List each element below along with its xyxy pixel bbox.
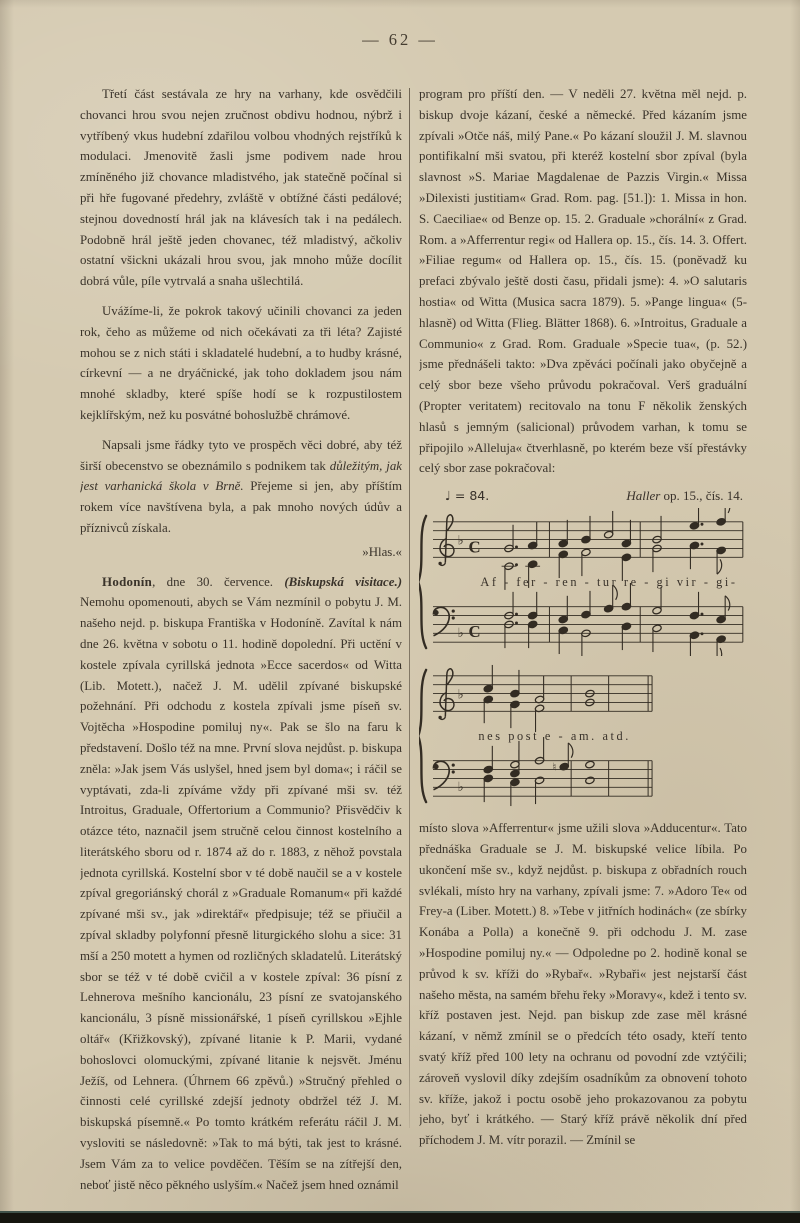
composer-name: Haller [626,488,661,504]
note [689,631,703,656]
note [716,508,730,526]
note [552,743,573,774]
flat-sign: ♭ [457,533,464,549]
note [483,746,493,774]
note [581,548,591,576]
time-signature: C [468,537,481,557]
bass-clef-icon [433,761,455,789]
note [558,626,568,654]
note [528,620,538,648]
note [652,587,662,615]
note [581,516,591,544]
text-segment: Nemohu opomenouti, abych se Vám nezmínil o pobytu J. M. našeho nejd. p. biskupa Františka v Hodoníně. Zavítal k nám dne 26. května v sobotu o 11. hodině dopolední. Při uctění v kostele zpívala cyrillská jednota »Ecce sacerdos« od Witta (Lib. Motett.), načež J. M. udělil zpívané biskupské požehnání. Při odchodu z kostela zpívali jsme píseň sv. Vojtěcha »Hospodine pomiluj ny«. Pak se šlo na faru k představení. Došlo též na mne. První slova nejdůst. p. biskupa zněla: »Jak jsem Vás uslyšel, hned jsem byl doma«; i ráčil se vyptávati, zda-li zpíváme vždy při zpívané mši sv. též Introitus, Graduale, Offertorium a Communio? Přisvědčiv k otázce této, naznačil jsem stručně celou činnost kostelního a literátského sboru od r. 1874 až do r. 1883, z něhož povstala jednota cyrillská. Kostelní sbor v té době naučil se a v kostele zpíval gregoriánský chorál z »Graduale Romanum« při každé zpívané mši sv., jak »direktář« předpisuje; též se přiučil a zpíval skladby polyfonní přesně liturgického slohu a sice: 31 mší a 250 motett a hymen od rozličných skladatelů. Literátský sbor se též v té době cvičil a v kostele zpíval: 36 písní z Lehnerova mešního kancionálu, 23 písní ze svatojanského kancionálu, 3 písně missionářské, 1 píseň cyrillskou »Ejhle oltář« (Křižkovský), zpívané litanie k P. Marii, vydané bohoslovci olomuckými, zpívané litanie k nejsvět. Jménu Ježíš, od Lehnera. (Úhrnem 66 zpěvů.) »Stručný přehled o činnosti celé cyrillské zdejší jednoty obdržel též J. M. biskupská písemně.« Po tomto krátkém referátu ráčil J. M. vysloviti se následovně: »Tak to má býti, tak jest to krásné. Jsem Vám za to velice povděčen. Těším se na zítřejší den, neboť jistě něco pěkného uslyším.« Načež jsem hned oznámil [80,595,402,1192]
note [510,700,520,728]
note [528,592,538,620]
note [534,676,544,704]
signature-hlas: »Hlas.« [362,544,402,559]
note [510,778,520,806]
note [483,695,493,723]
dateline-location: Hodonín [102,574,153,589]
flat-sign: ♭ [457,687,464,703]
music-system-2 [419,662,747,810]
paragraph-program: program pro příští den. — V neděli 27. května měl nejd. p. biskup dvoje kázaní, české a německé. Před kázaním jsme zpívali »Otče náš, milý Pane.« Po kázaní sloužil J. M. slavnou pontifikalní mši svatou, při kteréž kostelní sbor zpíval (byla slavnost »S. Mariae Magdalenae de Pazzis Virgin.« Missa »Dilexisti justitiam« Grad. Rom. pag. [51.]): 1. Missa in hon. S. Caeciliae« od Benze op. 15. 2. Graduale »chorální« z Grad. Rom. a »Afferrentur regi« od Hallera op. 15., čís. 14. 3. Offert. »Filiae regum« od Hallera op. 15., čís. 15. (poněvadž ku prefaci zbývalo ještě dosti času, přidali jsme): 4. »O salutaris hostia« od Witta (Musica sacra 1879). 5. »Pange lingua« (5-hlasně) od Witta (Flieg. Blätter 1868). 6. »Introitus, Graduale a Communio« z Grad. Rom. Graduale »Specie tua«, (p. 52.) jsme přednášeli takto: »Dva zpěváci počínali jako obyčejně a celý sbor beze všeho průvodu pokračoval. Verš graduální (Propter veritatem) recitovalo na tonu F několik ženských hlasů s jemným (salicional) průvodem varhan, k tomu se připojilo »Alleluja« čtverhlasně, po kterém beze vší přestávky celý sbor zase pokračoval: [419,87,747,476]
lyrics-line: nes post e - am. atd. [478,729,629,744]
system-brace [419,670,426,802]
note [558,596,568,624]
music-system-1 [419,508,747,656]
note [510,670,520,698]
text-segment: Přejeme si jen, aby příštím rokem více navštívena byla, a pak mnoho nových údův a příznivců získala. [80,479,402,535]
text-emphasis: důležitým, jak jest varhanická škola v Brně. [80,458,402,494]
opus-reference: op. 15., čís. 14. [660,488,743,504]
note [689,508,703,530]
paragraph-adducentur: místo slova »Afferrentur« jsme užili slova »Adducentur«. Tato přednáška Graduale se J. M. biskupské velice líbila. Po ukončení mše sv., když nejdůst. p. biskupa z obřadních rouch svlékali, místo hry na varhany, zpívali jsme: 7. »Adoro Te« od Frey-a (Liber. Motett.) 8. »Tebe v jitřních hodinách« (ze sbírky Konába a Polla) a konečně 9. při odchodu J. M. zase »Hospodine pomiluj ny.« — Odpoledne po 2. hodině konal se průvod k sv. kříži do »Rybař«. »Rybaři« jest nejstarší část našeho města, na samém břehu řeky »Moravy«, kdež i tento sv. kříž postaven jest. Nejd. pan biskup zde zase měl krásné kázaní, v němž zmínil se o předcích této osady, kteří tento svatý kříž před 100 lety na ochranu od povodní zde vztýčili; zároveň vyslovil díky zdejším osadníkům za obnovení tohoto sv. kříže, jakož i poctu osobě jeho prokazovanou za pobytu jeho, byť i krátkého. — Starý kříž právě několik dní před příchodem J. M. vítr porazil. — Zmínil se [419,821,747,1148]
note [483,774,493,802]
paragraph-appeal [80,435,402,539]
note [534,704,544,732]
note [528,522,538,550]
natural-sign: ♮ [552,760,557,774]
note [604,511,614,539]
note [534,776,544,804]
music-score [419,488,747,810]
scan-edge-strip [0,1211,800,1223]
text-segment: Napsali jsme řádky tyto ve prospěch věci dobré, aby též širší obecenstvo se obeznámilo s podnikem tak [80,437,402,473]
text-segment: , dne 30. července. [152,574,285,589]
note [621,520,631,548]
note [581,591,591,619]
paragraph-organ-school: Třetí část sestávala ze hry na varhany, kde osvědčili chovanci hrou svou nejen zručnost obdivu hodnou, nýbrž i vytříbený vkus hudební zdařilou volbou vhodných rejstříků k modulaci. Jmenovitě žasli jsme podivem nade hrou zmíněného již chovance mladistvého, jak statečně počínal si při hře fugované předehry, zvláště v obtížné části pedálové; stejnou dovedností hrál jak na klávesích tak i na pedálech. Podobně hrál ještě jeden chovanec, též mladistvý, ačkoliv ostatní všickni ukázali hrou svou, jak mnoho může docílit dobrá vůle, píle vytrvalá a snaha ušlechtilá. [80,87,402,289]
flat-sign: ♭ [457,626,464,642]
tempo-marking: ♩ = 84. [445,488,490,504]
note [716,635,726,656]
note [716,596,730,624]
note [716,546,726,574]
note [558,550,568,578]
note [604,585,618,613]
left-column [80,84,402,1204]
paragraph-hodonin-report [80,572,402,1196]
system-brace [419,516,426,648]
right-column [419,84,747,1160]
note [585,761,595,770]
note [483,665,493,693]
note [558,520,568,548]
bass-clef-icon [433,607,455,635]
score-attribution [626,488,743,504]
note [585,776,595,785]
page-number: — 62 — [362,30,438,49]
lyrics-line: Af - fer - ren - tur re - gi vir - gi- [480,575,735,590]
time-signature: C [468,622,481,642]
score-heading [419,488,747,506]
report-subtitle: (Biskupská visitace.) [284,574,402,589]
note [621,622,631,650]
treble-clef-icon [438,515,454,566]
paragraph-progress: Uvážíme-li, že pokrok takový učinili chovanci za jeden rok, čeho as můžeme od nich očekávati za tři léta? Zajisté mohou se z nich státi i skladatelé hudební, a to hudby krásné, církevní — a ne dryáčnické, jak toho dokladem jsou nám mnohé skladby, které spíše hodí se k rozpustilostem kejklířským, než ku posvátné bohoslužbě chrámové. [80,303,402,422]
flat-sign: ♭ [457,780,464,796]
column-divider [409,88,410,1128]
treble-clef-icon [438,669,454,720]
note [652,624,662,652]
note [689,541,703,569]
